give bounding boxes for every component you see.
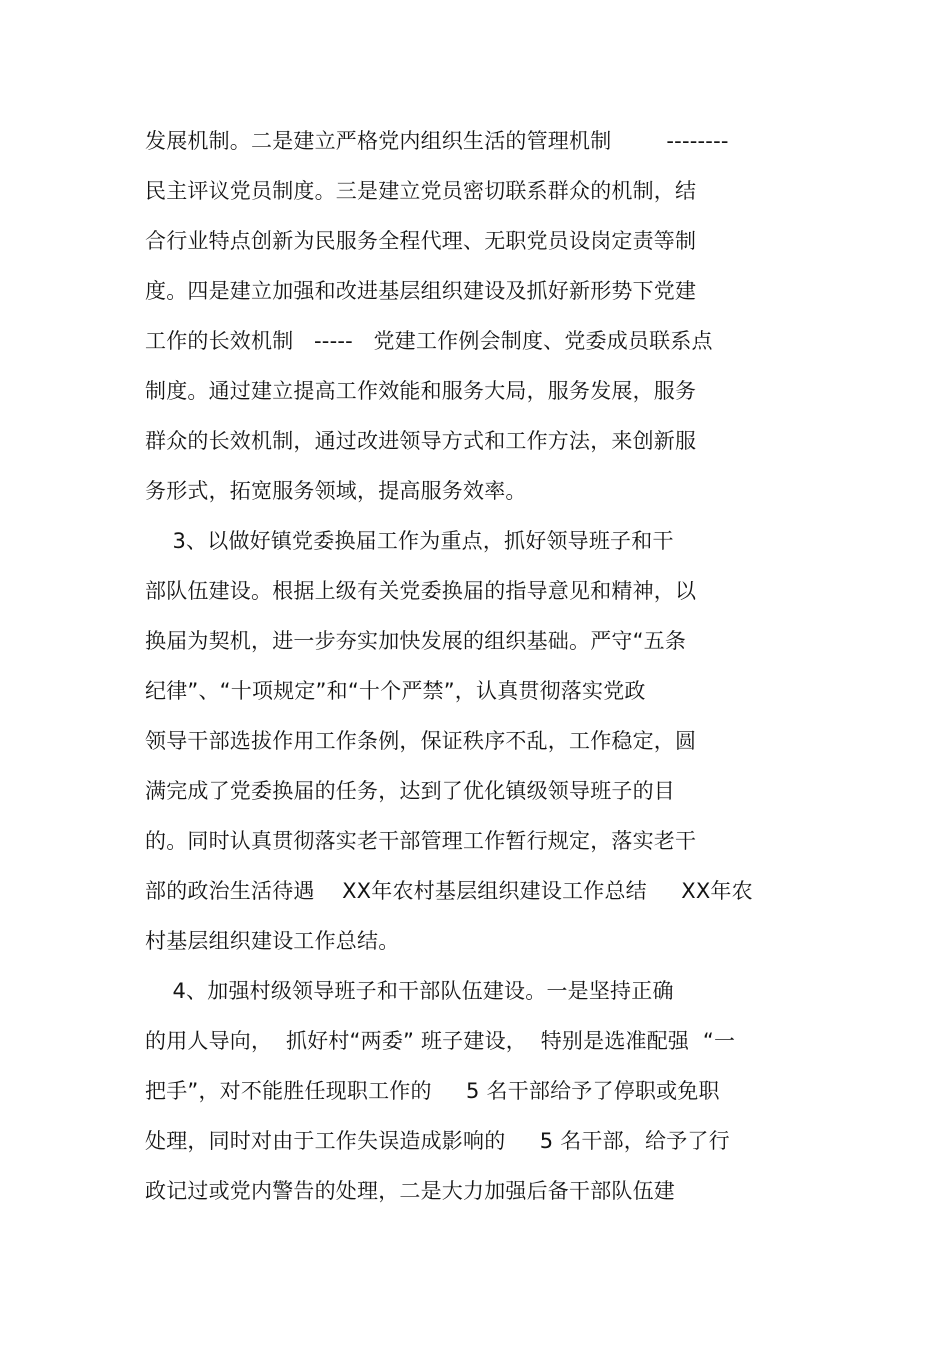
text-line: 制度。通过建立提高工作效能和服务大局，服务发展，服务 (145, 379, 697, 403)
text-line: 工作的长效机制 ----- 党建工作例会制度、党委成员联系点 (145, 329, 713, 353)
text-line: 把手”，对不能胜任现职工作的 5 名干部给予了停职或免职 (145, 1079, 720, 1103)
text-line: 政记过或党内警告的处理，二是大力加强后备干部队伍建 (145, 1179, 675, 1203)
text-line: 领导干部选拔作用工作条例，保证秩序不乱，工作稳定，圆 (145, 729, 697, 753)
text-line: 民主评议党员制度。三是建立党员密切联系群众的机制，结 (145, 179, 697, 203)
paragraph-start-line: 4、加强村级领导班子和干部队伍建设。一是坚持正确 (145, 979, 674, 1003)
text-line: 合行业特点创新为民服务全程代理、无职党员设岗定责等制 (145, 229, 697, 253)
text-line: 务形式，拓宽服务领域，提高服务效率。 (145, 479, 527, 503)
text-line: 处理，同时对由于工作失误造成影响的 5 名干部，给予了行 (145, 1129, 730, 1153)
text-line: 村基层组织建设工作总结。 (145, 929, 400, 953)
text-line: 纪律”、“十项规定”和“十个严禁”，认真贯彻落实党政 (145, 679, 646, 703)
text-line: 换届为契机，进一步夯实加快发展的组织基础。严守“五条 (145, 629, 687, 653)
text-line: 部队伍建设。根据上级有关党委换届的指导意见和精神，以 (145, 579, 697, 603)
text-line: 度。四是建立加强和改进基层组织建设及抓好新形势下党建 (145, 279, 697, 303)
text-line: 群众的长效机制，通过改进领导方式和工作方法，来创新服 (145, 429, 697, 453)
paragraph-start-line: 3、以做好镇党委换届工作为重点，抓好领导班子和干 (145, 529, 674, 553)
text-line: 部的政治生活待遇 XX年农村基层组织建设工作总结 XX年农 (145, 879, 753, 903)
text-line: 的用人导向， 抓好村“两委” 班子建设， 特别是选准配强 “一 (145, 1029, 736, 1053)
text-line: 发展机制。二是建立严格党内组织生活的管理机制 -------- (145, 129, 729, 153)
text-line: 满完成了党委换届的任务，达到了优化镇级领导班子的目 (145, 779, 675, 803)
text-line: 的。同时认真贯彻落实老干部管理工作暂行规定，落实老干 (145, 829, 697, 853)
